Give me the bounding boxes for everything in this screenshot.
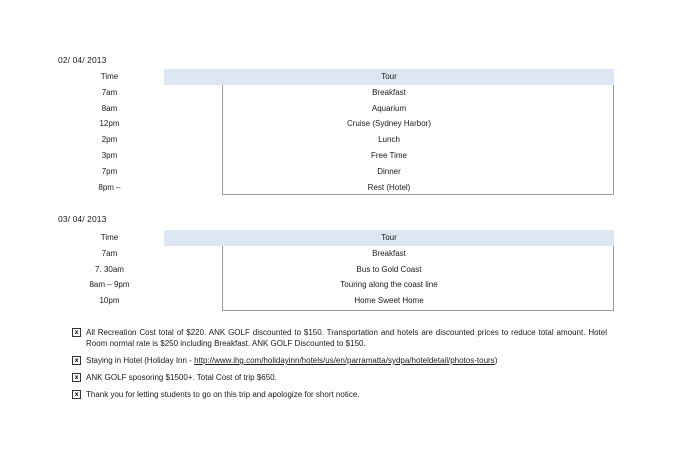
table-row xyxy=(58,132,614,148)
table-row xyxy=(58,246,614,262)
header-tour: Tour xyxy=(164,69,614,85)
row-activity: Breakfast xyxy=(372,248,406,258)
schedule-table-day1 xyxy=(58,69,614,195)
checkbox-checked-icon[interactable]: x xyxy=(72,356,81,365)
date-day1: 02/ 04/ 2013 xyxy=(58,55,107,65)
table-row xyxy=(58,277,614,293)
note-text: All Recreation Cost total of $220. ANK GOLF discounted to $150. Transportation and hotels are discounted prices to reduce total amount. Hotel Room normal rate is $250 including Breakfast. ANK GOLF Discounted to $150. xyxy=(86,328,607,348)
note-item xyxy=(72,327,607,349)
row-activity: Cruise (Sydney Harbor) xyxy=(346,119,432,129)
hotel-link[interactable]: http://www.ihg.com/holidayinn/hotels/us/en/parramatta/sydpa/hoteldetail/photos-tours xyxy=(194,356,495,365)
table-row xyxy=(58,116,614,132)
row-activity: Lunch xyxy=(378,135,400,145)
row-time: 2pm xyxy=(101,135,118,145)
note-text-prefix: Staying in Hotel (Holiday Inn - xyxy=(86,356,195,365)
row-activity: Dinner xyxy=(377,166,401,176)
row-activity: Rest (Hotel) xyxy=(367,182,411,192)
row-time: 3pm xyxy=(101,150,118,160)
note-text: Thank you for letting students to go on this trip and apologize for short notice. xyxy=(86,390,360,399)
table-row xyxy=(58,148,614,164)
table-row xyxy=(58,101,614,117)
table-row xyxy=(58,85,614,101)
row-activity: Breakfast xyxy=(372,87,406,97)
table-header-row xyxy=(58,69,614,85)
row-activity: Touring along the coast line xyxy=(340,280,438,290)
row-time: 7am xyxy=(101,248,118,258)
checkbox-checked-icon[interactable]: x xyxy=(72,373,81,382)
note-item xyxy=(72,355,607,366)
note-text: ANK GOLF sposoring $1500+. Total Cost of trip $650. xyxy=(86,373,277,382)
note-item xyxy=(72,389,607,400)
header-tour: Tour xyxy=(164,230,614,246)
row-activity: Aquarium xyxy=(371,103,407,113)
row-activity: Home Sweet Home xyxy=(354,296,424,306)
table-row xyxy=(58,262,614,278)
note-text xyxy=(86,355,607,366)
row-time: 8pm – xyxy=(98,182,121,192)
row-time: 7. 30am xyxy=(95,264,124,274)
row-activity: Free Time xyxy=(370,150,407,160)
table-row xyxy=(58,164,614,180)
checkbox-checked-icon[interactable]: x xyxy=(72,390,81,399)
row-time: 7am xyxy=(101,87,118,97)
checkbox-checked-icon[interactable]: x xyxy=(72,328,81,337)
table-row xyxy=(58,180,614,196)
row-activity: Bus to Gold Coast xyxy=(356,264,422,274)
note-text-suffix: ) xyxy=(494,356,498,365)
header-time: Time xyxy=(100,233,119,242)
header-time: Time xyxy=(100,72,119,81)
row-time: 8am xyxy=(101,103,118,113)
row-time: 7pm xyxy=(101,166,118,176)
notes-list xyxy=(72,327,607,406)
table-header-row xyxy=(58,230,614,246)
table-row xyxy=(58,293,614,309)
row-time: 8am – 9pm xyxy=(89,280,130,290)
row-time: 12pm xyxy=(99,119,120,129)
row-time: 10pm xyxy=(99,296,120,306)
note-item xyxy=(72,372,607,383)
date-day2: 03/ 04/ 2013 xyxy=(58,214,107,224)
schedule-table-day2 xyxy=(58,230,614,309)
